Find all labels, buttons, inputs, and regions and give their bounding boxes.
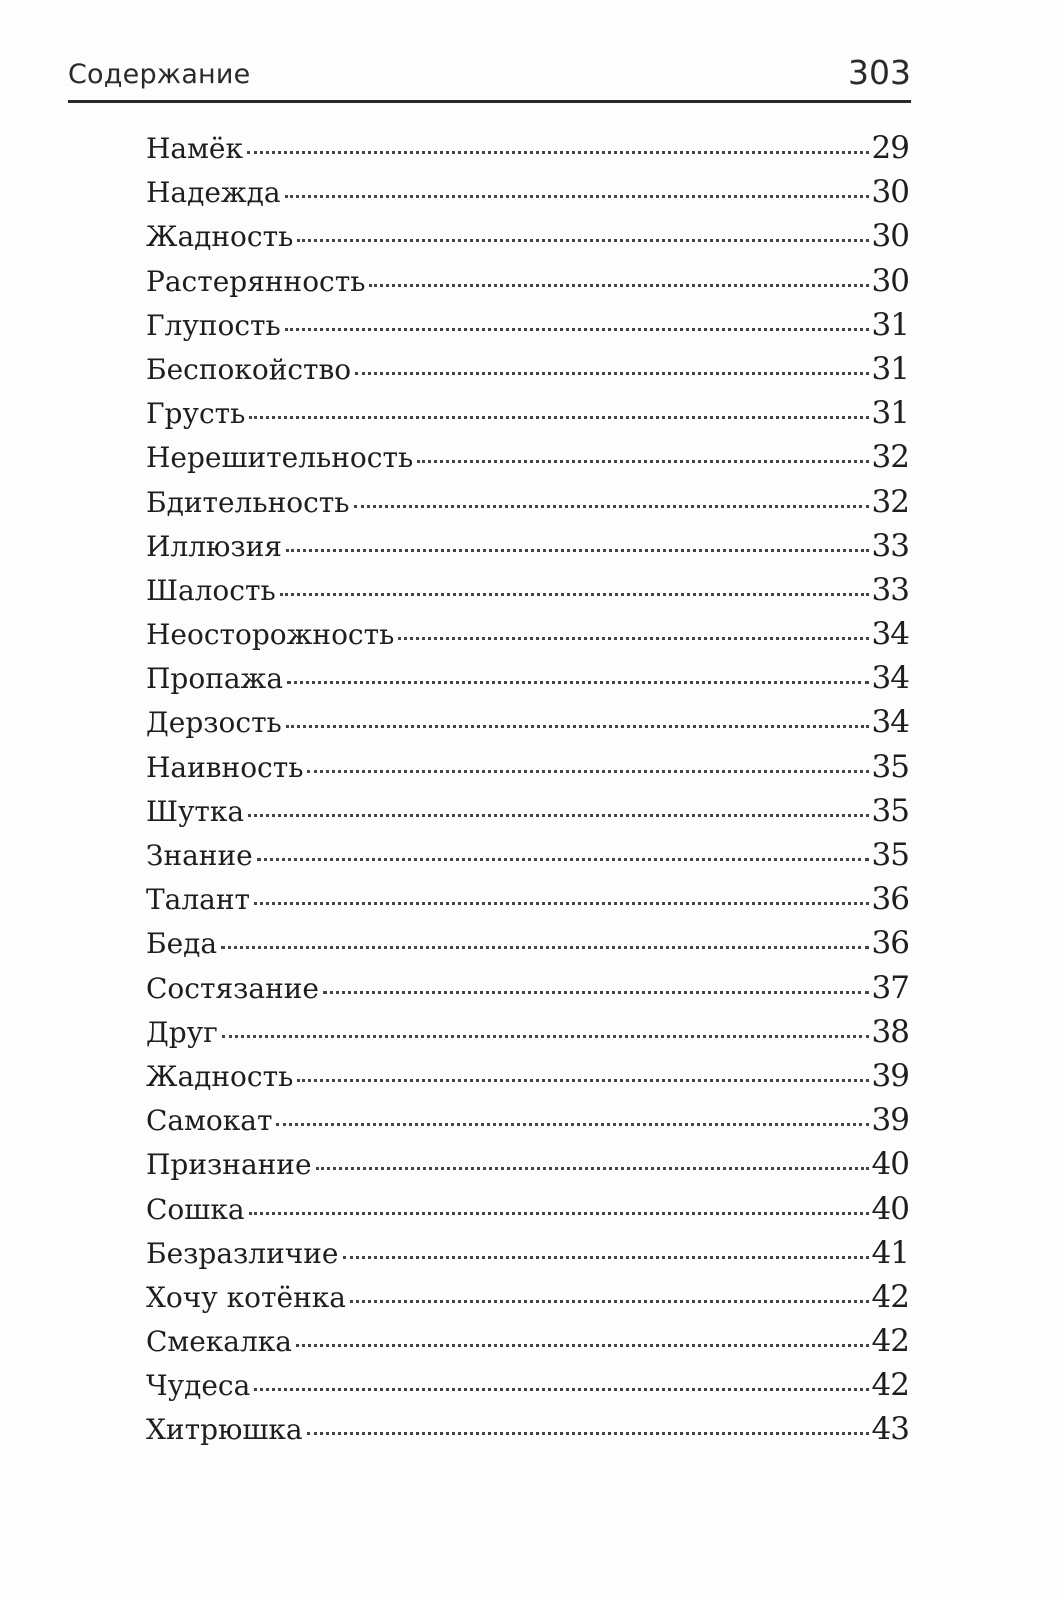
toc-entry bbox=[146, 837, 909, 881]
toc-entry-page: 42 bbox=[871, 1367, 909, 1404]
toc-entry-title: Бдительность bbox=[146, 485, 350, 519]
toc-entry-title: Растерянность bbox=[146, 264, 366, 298]
dot-leader bbox=[221, 946, 868, 949]
toc-entry bbox=[146, 1191, 909, 1235]
dot-leader bbox=[323, 991, 869, 994]
toc-entry-title: Состязание bbox=[146, 971, 319, 1005]
toc-entry bbox=[146, 793, 909, 837]
dot-leader bbox=[398, 637, 868, 640]
toc-entry-page: 35 bbox=[871, 748, 909, 785]
toc-entry-title: Намёк bbox=[146, 132, 243, 165]
toc-entry-title: Глупость bbox=[146, 308, 281, 342]
toc-entry-title: Знание bbox=[146, 839, 253, 872]
dot-leader bbox=[249, 416, 868, 419]
toc-entry-title: Шалость bbox=[146, 573, 276, 607]
toc-entry bbox=[146, 749, 909, 793]
toc-entry bbox=[146, 881, 909, 925]
toc-entry-page: 31 bbox=[871, 350, 909, 387]
toc-entry-page: 43 bbox=[871, 1411, 909, 1448]
toc-entry-title: Чудеса bbox=[146, 1369, 251, 1403]
toc-entry bbox=[146, 660, 909, 704]
toc-entry-page: 35 bbox=[871, 837, 909, 873]
dot-leader bbox=[247, 151, 869, 154]
toc-entry-page: 33 bbox=[871, 571, 909, 608]
toc-entry-page: 40 bbox=[871, 1190, 909, 1227]
toc-entry bbox=[146, 704, 909, 748]
toc-entry bbox=[146, 970, 909, 1014]
toc-entry bbox=[146, 174, 909, 218]
toc-entry-title: Жадность bbox=[146, 220, 294, 254]
toc-entry-page: 30 bbox=[871, 262, 909, 299]
dot-leader bbox=[316, 1167, 869, 1170]
toc-entry bbox=[146, 307, 909, 351]
toc-entry-page: 34 bbox=[871, 660, 909, 697]
dot-leader bbox=[254, 902, 869, 905]
toc-entry-page: 39 bbox=[871, 1102, 909, 1139]
dot-leader bbox=[354, 505, 869, 508]
toc-entry-page: 35 bbox=[871, 792, 909, 829]
toc-entry-page: 30 bbox=[871, 174, 909, 211]
toc-entry-page: 37 bbox=[871, 969, 909, 1006]
toc-entry bbox=[146, 351, 909, 395]
toc-entry-title: Смекалка bbox=[146, 1325, 292, 1359]
toc-entry-title: Грусть bbox=[146, 397, 246, 431]
toc-entry-title: Иллюзия bbox=[146, 529, 282, 563]
toc-entry-page: 42 bbox=[871, 1323, 909, 1360]
toc-entry-title: Признание bbox=[146, 1148, 312, 1182]
toc-entry bbox=[146, 1146, 909, 1190]
toc-entry-page: 32 bbox=[871, 483, 909, 520]
dot-leader bbox=[417, 460, 868, 463]
running-title: Содержание bbox=[68, 59, 251, 90]
toc-entry bbox=[146, 1058, 909, 1102]
toc-entry-page: 42 bbox=[871, 1278, 909, 1315]
toc-entry bbox=[146, 439, 909, 483]
toc-entry-title: Неосторожность bbox=[146, 618, 395, 652]
toc-entry-title: Безразличие bbox=[146, 1236, 339, 1270]
toc-entry bbox=[146, 1411, 909, 1455]
toc-entry bbox=[146, 395, 909, 439]
toc-entry-title: Беда bbox=[146, 927, 218, 961]
toc-entry-title: Жадность bbox=[146, 1059, 294, 1093]
toc-entry bbox=[146, 1235, 909, 1279]
dot-leader bbox=[257, 858, 869, 861]
dot-leader bbox=[307, 1432, 869, 1435]
toc-entry bbox=[146, 1102, 909, 1146]
dot-leader bbox=[286, 549, 869, 552]
dot-leader bbox=[355, 372, 868, 375]
toc-entry-page: 31 bbox=[871, 306, 909, 343]
dot-leader bbox=[369, 284, 868, 287]
dot-leader bbox=[285, 328, 869, 331]
toc-entry bbox=[146, 263, 909, 307]
toc-entry bbox=[146, 616, 909, 660]
dot-leader bbox=[350, 1300, 869, 1303]
toc-entry-title: Сошка bbox=[146, 1192, 245, 1226]
dot-leader bbox=[248, 814, 868, 817]
toc-entry-page: 33 bbox=[871, 527, 909, 564]
dot-leader bbox=[222, 1035, 869, 1038]
toc-entry-page: 36 bbox=[871, 925, 909, 962]
toc-entry bbox=[146, 1367, 909, 1411]
dot-leader bbox=[297, 1079, 868, 1082]
dot-leader bbox=[276, 1123, 868, 1126]
dot-leader bbox=[249, 1212, 869, 1215]
dot-leader bbox=[297, 239, 868, 242]
toc-entry-page: 32 bbox=[871, 439, 909, 476]
toc-entry-title: Талант bbox=[146, 883, 251, 917]
toc-entry-page: 38 bbox=[871, 1013, 909, 1050]
toc-entry-page: 31 bbox=[871, 395, 909, 432]
dot-leader bbox=[296, 1344, 869, 1347]
toc-entry-title: Дерзость bbox=[146, 706, 282, 740]
toc-entry-title: Друг bbox=[146, 1015, 218, 1049]
dot-leader bbox=[286, 725, 869, 728]
toc-entry-title: Самокат bbox=[146, 1104, 273, 1138]
table-of-contents bbox=[146, 130, 909, 1456]
page-number: 303 bbox=[848, 53, 911, 92]
toc-entry bbox=[146, 130, 909, 174]
toc-entry-page: 39 bbox=[871, 1057, 909, 1094]
toc-entry bbox=[146, 218, 909, 262]
toc-entry-page: 29 bbox=[871, 130, 909, 166]
toc-entry-page: 40 bbox=[871, 1146, 909, 1183]
dot-leader bbox=[307, 770, 868, 773]
toc-entry-title: Хитрюшка bbox=[146, 1413, 303, 1447]
toc-entry bbox=[146, 528, 909, 572]
dot-leader bbox=[280, 593, 869, 596]
toc-entry bbox=[146, 1323, 909, 1367]
toc-entry bbox=[146, 572, 909, 616]
dot-leader bbox=[285, 195, 869, 198]
toc-entry-page: 30 bbox=[871, 218, 909, 255]
toc-entry-title: Пропажа bbox=[146, 662, 284, 696]
dot-leader bbox=[287, 681, 869, 684]
toc-entry-page: 41 bbox=[871, 1234, 909, 1271]
toc-entry bbox=[146, 484, 909, 528]
toc-entry-title: Наивность bbox=[146, 750, 304, 784]
running-head bbox=[68, 48, 911, 103]
toc-entry-page: 34 bbox=[871, 704, 909, 741]
toc-entry bbox=[146, 925, 909, 969]
toc-entry-page: 34 bbox=[871, 616, 909, 653]
toc-entry bbox=[146, 1014, 909, 1058]
toc-entry-title: Надежда bbox=[146, 176, 281, 210]
toc-entry bbox=[146, 1279, 909, 1323]
dot-leader bbox=[343, 1256, 869, 1259]
dot-leader bbox=[254, 1388, 868, 1391]
toc-entry-title: Беспокойство bbox=[146, 352, 352, 386]
toc-entry-title: Хочу котёнка bbox=[146, 1280, 346, 1314]
toc-entry-title: Нерешительность bbox=[146, 441, 414, 475]
toc-entry-title: Шутка bbox=[146, 794, 245, 828]
toc-entry-page: 36 bbox=[871, 881, 909, 918]
